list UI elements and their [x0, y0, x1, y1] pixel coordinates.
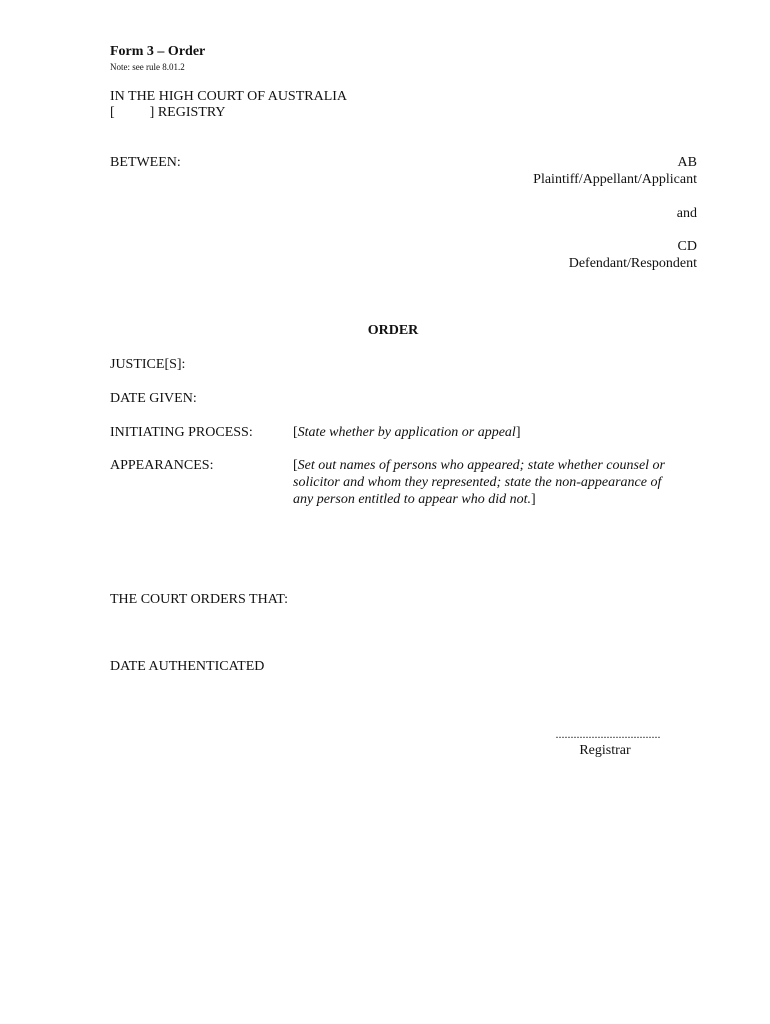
plaintiff-name: AB — [677, 155, 697, 170]
order-heading: ORDER — [367, 323, 419, 338]
court-orders-label: THE COURT ORDERS THAT: — [110, 592, 289, 607]
bracket-open: [ — [293, 458, 298, 473]
date-given-label: DATE GIVEN: — [110, 391, 197, 406]
bracket-close: ] — [530, 492, 536, 507]
form-title: Form 3 – Order — [110, 44, 206, 59]
defendant-role: Defendant/Respondent — [568, 256, 697, 271]
defendant-name: CD — [677, 239, 697, 254]
justices-label: JUSTICE[S]: — [110, 357, 186, 372]
court-name: IN THE HIGH COURT OF AUSTRALIA — [110, 89, 348, 104]
registry-line: [ ] REGISTRY — [110, 105, 226, 120]
between-label: BETWEEN: — [110, 155, 181, 170]
registrar-title: Registrar — [579, 743, 631, 758]
initiating-process-text: State whether by application or appeal — [297, 425, 516, 440]
date-authenticated-label: DATE AUTHENTICATED — [110, 659, 265, 674]
parties-conjunction: and — [676, 206, 697, 221]
plaintiff-role: Plaintiff/Appellant/Applicant — [533, 172, 697, 187]
appearances-value — [293, 457, 665, 508]
form-note: Note: see rule 8.01.2 — [110, 62, 185, 72]
bracket-open: [ — [293, 425, 298, 440]
appearances-text: Set out names of persons who appeared; state whether counsel or solicitor and whom they represented; state the non-appearance of any person entitled to appear who did not. — [293, 458, 666, 507]
appearances-label: APPEARANCES: — [110, 458, 214, 473]
initiating-process-value — [293, 424, 673, 441]
bracket-close: ] — [515, 425, 521, 440]
initiating-process-label: INITIATING PROCESS: — [110, 425, 253, 440]
signature-line: ................................... — [555, 727, 661, 741]
